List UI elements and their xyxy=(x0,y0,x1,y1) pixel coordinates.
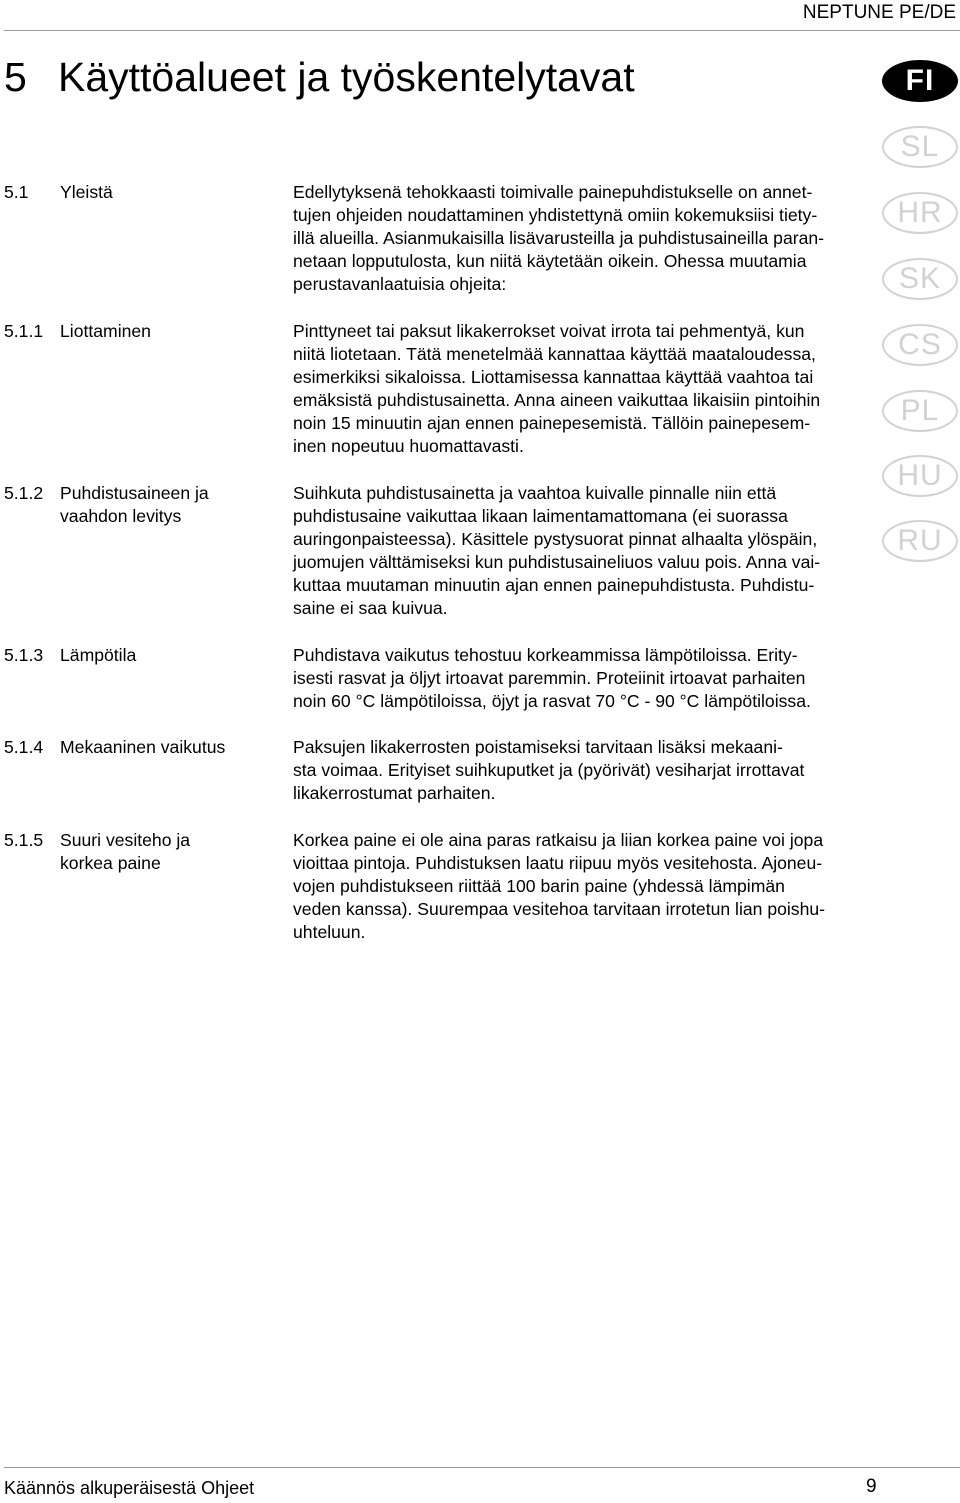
language-badge-pl: PL xyxy=(882,390,958,432)
section-number: 5.1.2 xyxy=(4,483,44,503)
body-line: isesti rasvat ja öljyt irtoavat paremmin. Proteiinit irtoavat parhaiten xyxy=(293,668,806,688)
body-line: likakerrostumat parhaiten. xyxy=(293,783,496,803)
section-title: Puhdistusaineen ja vaahdon levitys xyxy=(60,483,209,526)
body-line: Paksujen likakerrosten poistamiseksi tarvitaan lisäksi mekaani- xyxy=(293,737,783,757)
section-title: Yleistä xyxy=(60,182,113,202)
language-badge-hr: HR xyxy=(882,192,958,234)
footer-text: Käännös alkuperäisestä Ohjeet xyxy=(4,1478,255,1498)
body-line: niitä liotetaan. Tätä menetelmää kannattaa käyttää maataloudessa, xyxy=(293,344,816,364)
body-line: kuttaa muutaman minuutin ajan ennen painepuhdistusta. Puhdistu- xyxy=(293,575,815,595)
section-body xyxy=(293,181,873,296)
body-line: veden kanssa). Suurempaa vesitehoa tarvitaan irrotetun lian poishu- xyxy=(293,899,826,919)
language-badge-hu: HU xyxy=(882,455,958,497)
section-title: Lämpötila xyxy=(60,645,137,665)
footer-divider xyxy=(4,1467,960,1468)
body-line: Edellytyksenä tehokkaasti toimivalle painepuhdistukselle on annet- xyxy=(293,182,813,202)
section-number: 5.1.5 xyxy=(4,830,44,850)
section-5-1-1 xyxy=(4,320,874,458)
body-line: noin 15 minuutin ajan ennen painepesemistä. Tällöin painepesem- xyxy=(293,413,811,433)
section-5-1-4 xyxy=(4,736,874,805)
body-line: vojen puhdistukseen riittää 100 barin paine (yhdessä lämpimän xyxy=(293,876,785,896)
body-line: Pinttyneet tai paksut likakerrokset voivat irrota tai pehmentyä, kun xyxy=(293,321,805,341)
chapter-title-text: Käyttöalueet ja työskentelytavat xyxy=(58,54,635,100)
body-line: Suihkuta puhdistusainetta ja vaahtoa kuivalle pinnalle niin että xyxy=(293,483,777,503)
body-line: saine ei saa kuivua. xyxy=(293,598,448,618)
body-line: juomujen välttämiseksi kun puhdistusaineliuos valuu pois. Anna vai- xyxy=(293,552,821,572)
body-line: esimerkiksi sikaloissa. Liottamisessa kannattaa käyttää vaahtoa tai xyxy=(293,367,814,387)
section-5-1-3 xyxy=(4,644,874,713)
page-number: 9 xyxy=(866,1476,877,1497)
page-header-product: NEPTUNE PE/DE xyxy=(802,2,956,23)
body-line: vioittaa pintoja. Puhdistuksen laatu riipuu myös vesitehosta. Ajoneu- xyxy=(293,853,823,873)
section-5-1-5 xyxy=(4,829,874,944)
section-body xyxy=(293,320,873,458)
language-badge-sk: SK xyxy=(882,258,958,300)
header-divider xyxy=(4,30,960,31)
body-line: inen nopeutuu huomattavasti. xyxy=(293,436,524,456)
chapter-title xyxy=(4,49,635,105)
body-line: netaan lopputulosta, kun niitä käytetään oikein. Ohessa muutamia xyxy=(293,251,807,271)
section-number: 5.1 xyxy=(4,182,29,202)
section-title: Mekaaninen vaikutus xyxy=(60,737,226,757)
section-number: 5.1.4 xyxy=(4,737,44,757)
body-line: uhteluun. xyxy=(293,922,366,942)
body-line: emäksistä puhdistusainetta. Anna aineen vaikuttaa likaisiin pintoihin xyxy=(293,390,821,410)
section-title: Liottaminen xyxy=(60,321,151,341)
section-number: 5.1.1 xyxy=(4,321,44,341)
section-body xyxy=(293,829,873,944)
section-body xyxy=(293,482,873,620)
chapter-number: 5 xyxy=(4,54,27,100)
body-line: auringonpaisteessa). Käsittele pystysuorat pinnat alhaalta ylöspäin, xyxy=(293,529,818,549)
section-5-1-2 xyxy=(4,482,874,620)
body-line: illä alueilla. Asianmukaisilla lisävarusteilla ja puhdistusaineilla paran- xyxy=(293,228,825,248)
language-badge-sl: SL xyxy=(882,126,958,168)
section-body xyxy=(293,644,873,713)
body-line: Korkea paine ei ole aina paras ratkaisu ja liian korkea paine voi jopa xyxy=(293,830,824,850)
body-line: Puhdistava vaikutus tehostuu korkeammissa lämpötiloissa. Erity- xyxy=(293,645,798,665)
section-5-1 xyxy=(4,181,874,296)
language-badge-fi: FI xyxy=(882,60,958,102)
body-line: tujen ohjeiden noudattaminen yhdistettynä omiin kokemuksiisi tiety- xyxy=(293,205,818,225)
language-badge-ru: RU xyxy=(882,520,958,562)
body-line: perustavanlaatuisia ohjeita: xyxy=(293,274,507,294)
body-line: sta voimaa. Erityiset suihkuputket ja (pyörivät) vesiharjat irrottavat xyxy=(293,760,805,780)
language-badge-cs: CS xyxy=(882,324,958,366)
section-title: Suuri vesiteho ja korkea paine xyxy=(60,830,191,873)
section-body xyxy=(293,736,873,805)
body-line: noin 60 °C lämpötiloissa, öjyt ja rasvat 70 °C - 90 °C lämpötiloissa. xyxy=(293,691,811,711)
body-line: puhdistusaine vaikuttaa likaan laimentamattomana (ei suorassa xyxy=(293,506,788,526)
section-number: 5.1.3 xyxy=(4,645,44,665)
